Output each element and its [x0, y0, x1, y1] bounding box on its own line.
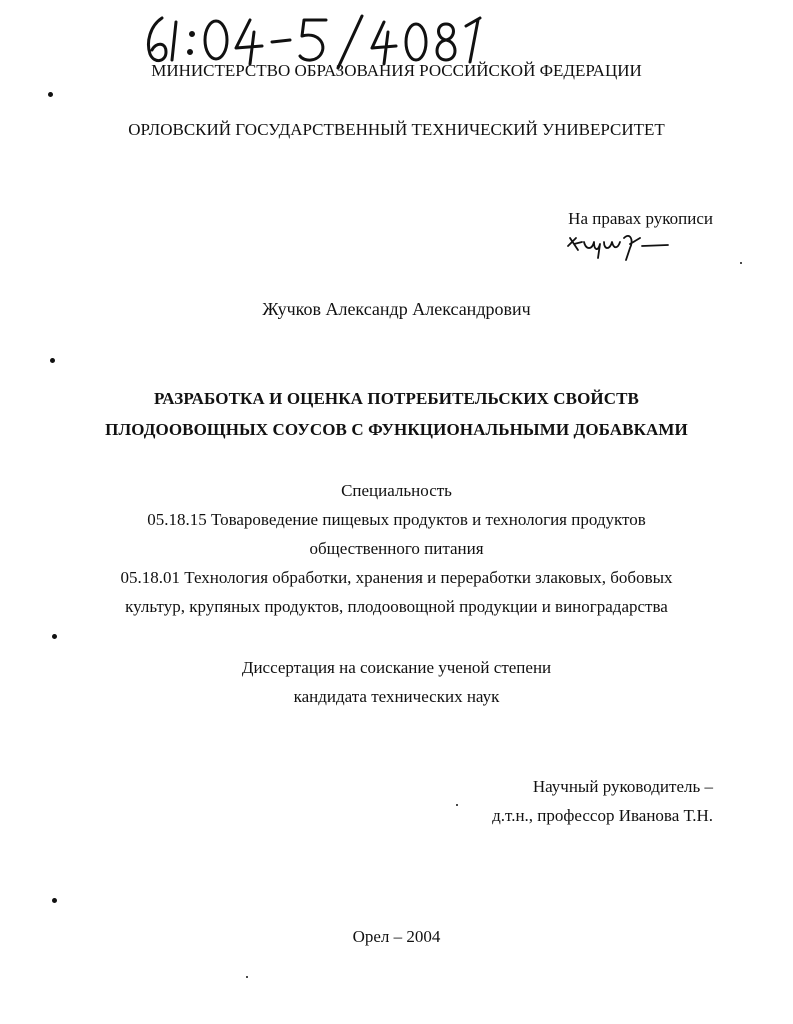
- ministry-heading: МИНИСТЕРСТВО ОБРАЗОВАНИЯ РОССИЙСКОЙ ФЕДЕРАЦИИ: [151, 61, 642, 80]
- degree-line-2: кандидата технических наук: [293, 687, 500, 706]
- degree-line-1: Диссертация на соискание ученой степени: [241, 658, 552, 677]
- scan-speck: [740, 262, 742, 264]
- specialty-1-line-2: общественного питания: [309, 539, 484, 558]
- binding-mark: [50, 358, 55, 363]
- scan-speck: [246, 976, 248, 978]
- specialty-2-line-2: культур, крупяных продуктов, плодоовощной продукции и виноградарства: [125, 597, 668, 616]
- binding-mark: [52, 634, 57, 639]
- specialty-2-line-1: 05.18.01 Технология обработки, хранения и переработки злаковых, бобовых: [120, 568, 673, 587]
- author-signature: [564, 228, 674, 262]
- specialty-1-line-1: 05.18.15 Товароведение пищевых продуктов и технология продуктов: [147, 510, 646, 529]
- binding-mark: [48, 92, 53, 97]
- place-and-year: Орел – 2004: [352, 927, 441, 946]
- supervisor-name: д.т.н., профессор Иванова Т.Н.: [492, 806, 713, 825]
- binding-mark: [52, 898, 57, 903]
- manuscript-rights-label: На правах рукописи: [568, 209, 713, 228]
- university-heading: ОРЛОВСКИЙ ГОСУДАРСТВЕННЫЙ ТЕХНИЧЕСКИЙ УНИВЕРСИТЕТ: [128, 120, 665, 139]
- dissertation-title-line-2: ПЛОДООВОЩНЫХ СОУСОВ С ФУНКЦИОНАЛЬНЫМИ ДОБАВКАМИ: [105, 420, 688, 439]
- specialty-heading: Специальность: [341, 481, 452, 500]
- scan-speck: [456, 804, 458, 806]
- author-name: Жучков Александр Александрович: [262, 299, 531, 319]
- dissertation-title-line-1: РАЗРАБОТКА И ОЦЕНКА ПОТРЕБИТЕЛЬСКИХ СВОЙСТВ: [154, 389, 639, 408]
- supervisor-label: Научный руководитель –: [532, 777, 713, 796]
